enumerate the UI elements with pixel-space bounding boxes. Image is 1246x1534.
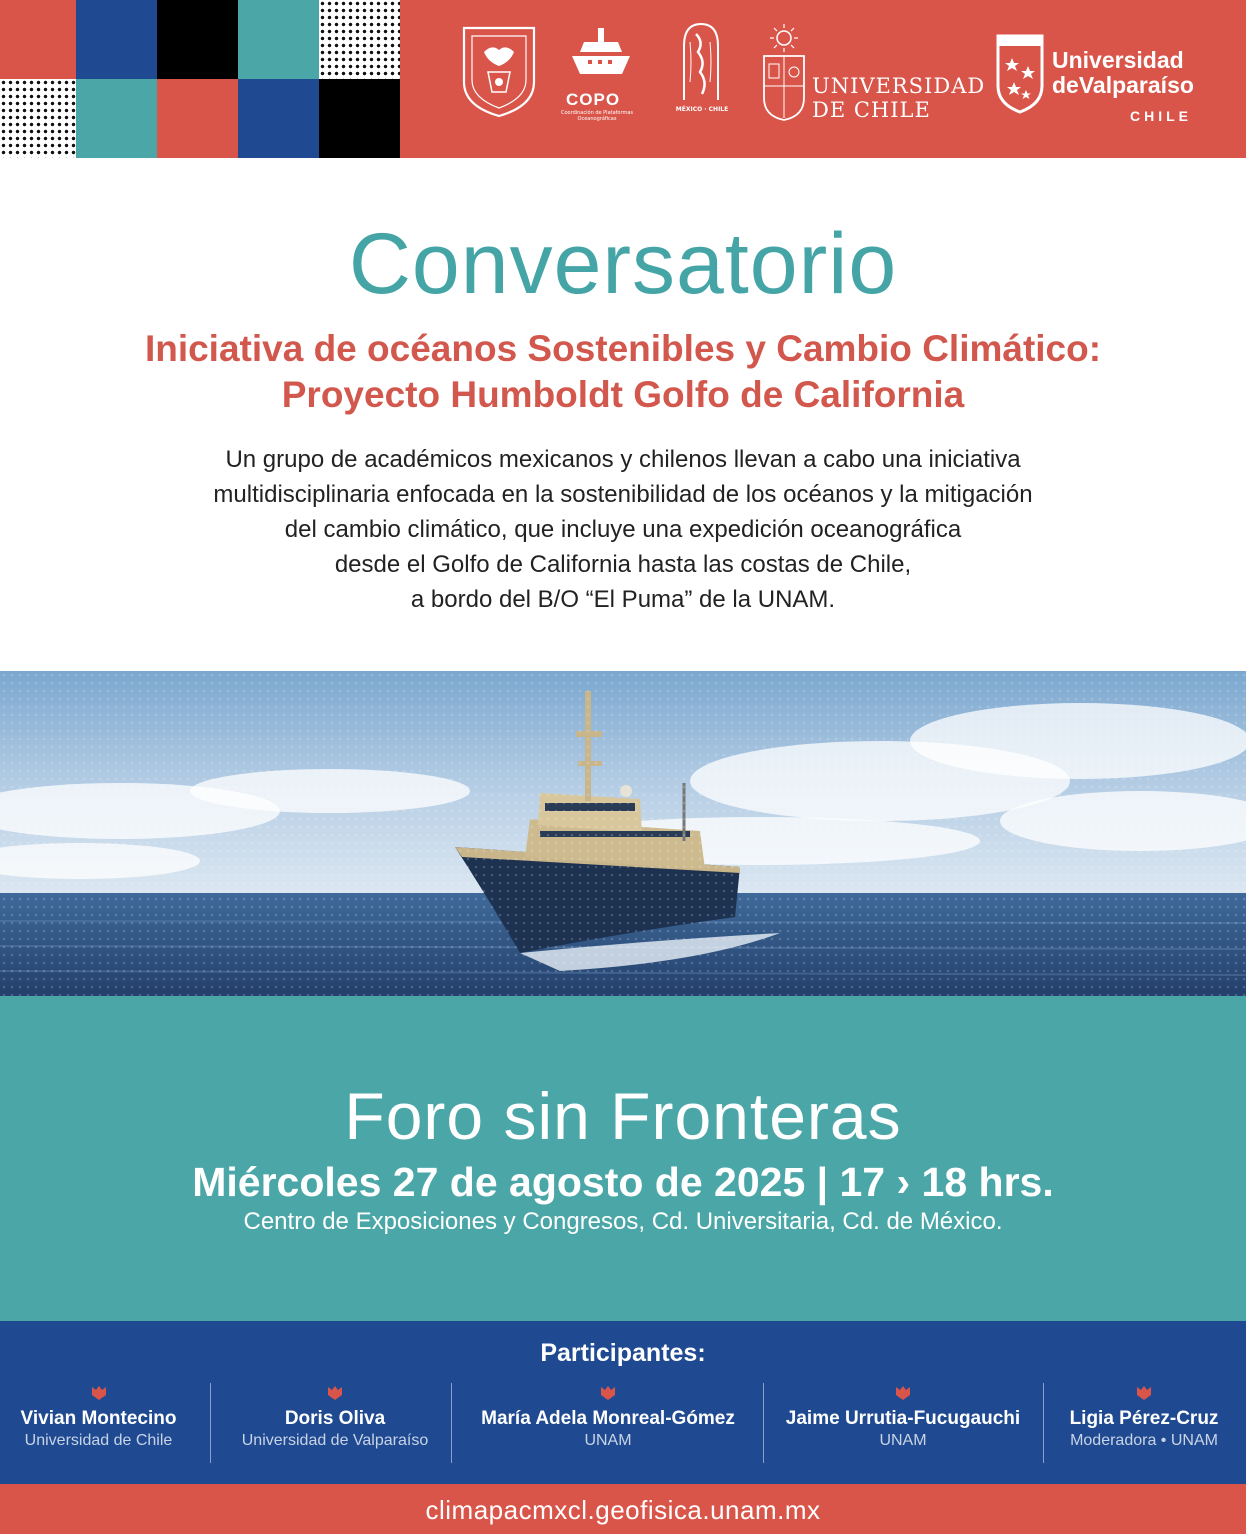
uv-line1: Universidad [1052, 47, 1184, 73]
uv-line2: deValparaíso [1052, 72, 1194, 98]
participant-affiliation: Universidad de Valparaíso [241, 1432, 429, 1449]
event-description [123, 442, 1123, 617]
color-mosaic [0, 0, 400, 158]
copo-sublabel: Coordinación de Plataformas Oceanográficas [561, 110, 633, 122]
uchile-crest-icon [760, 22, 808, 132]
subtitle-line-1: Iniciativa de océanos Sostenibles y Cambio Climático: [144, 328, 1102, 369]
marker-icon [1136, 1385, 1152, 1401]
participant-name: Ligia Pérez-Cruz [1069, 1408, 1219, 1429]
uv-wordmark [1052, 48, 1194, 98]
subtitle-line-2: Proyecto Humboldt Golfo de California [281, 374, 965, 415]
participant-card [222, 1385, 448, 1467]
divider [1043, 1383, 1044, 1463]
event-venue: Centro de Exposiciones y Congresos, Cd. Universitaria, Cd. de México. [243, 1208, 1003, 1235]
participant-card [0, 1385, 197, 1467]
marker-icon [600, 1385, 616, 1401]
participant-affiliation: UNAM [879, 1432, 927, 1449]
uchile-wordmark [812, 74, 985, 122]
participant-name: Vivian Montecino [20, 1408, 177, 1429]
forum-name: Foro sin Fronteras [344, 1079, 902, 1153]
participant-card [1046, 1385, 1242, 1467]
participant-card [458, 1385, 758, 1467]
event-datetime: Miércoles 27 de agosto de 2025 | 17 › 18 hrs. [192, 1159, 1054, 1205]
marker-icon [327, 1385, 343, 1401]
description-line-4: desde el Golfo de California hasta las costas de Chile, [334, 551, 912, 578]
participant-name: Doris Oliva [284, 1408, 386, 1429]
divider [210, 1383, 211, 1463]
participant-name: María Adela Monreal-Gómez [481, 1408, 735, 1429]
header-banner [0, 0, 1246, 158]
uv-country: CHILE [1130, 108, 1192, 124]
coast-map-icon [678, 22, 724, 132]
participant-affiliation: Universidad de Chile [24, 1432, 173, 1449]
uv-shield-icon [994, 30, 1046, 140]
unam-seal-icon [454, 22, 544, 132]
participant-name: Jaime Urrutia-Fucugauchi [785, 1408, 1021, 1429]
participant-affiliation: Moderadora • UNAM [1070, 1432, 1218, 1449]
copo-label: COPO [566, 90, 621, 109]
uchile-line1: UNIVERSIDAD [812, 74, 986, 98]
divider [451, 1383, 452, 1463]
participant-card [768, 1385, 1038, 1467]
page-title: Conversatorio [348, 216, 898, 312]
uchile-line2: DE CHILE [812, 98, 931, 122]
mexico-chile-label: MÉXICO · CHILE [675, 106, 729, 113]
description-line-5: a bordo del B/O “El Puma” de la UNAM. [410, 586, 836, 613]
partner-logos [448, 22, 1228, 132]
participants-section [0, 1321, 1246, 1484]
participant-affiliation: UNAM [584, 1432, 632, 1449]
event-subtitle [0, 326, 1246, 418]
research-vessel-photo [0, 671, 1246, 996]
divider [763, 1383, 764, 1463]
description-line-1: Un grupo de académicos mexicanos y chilenos llevan a cabo una iniciativa [225, 446, 1021, 473]
footer-banner [0, 1484, 1246, 1534]
website-link[interactable]: climapacmxcl.geofisica.unam.mx [425, 1495, 821, 1525]
event-info-band [0, 996, 1246, 1321]
description-line-3: del cambio climático, que incluye una expedición oceanográfica [284, 516, 962, 543]
marker-icon [895, 1385, 911, 1401]
marker-icon [91, 1385, 107, 1401]
participants-heading: Participantes: [540, 1339, 706, 1367]
description-line-2: multidisciplinaria enfocada en la sostenibilidad de los océanos y la mitigación [213, 481, 1033, 508]
